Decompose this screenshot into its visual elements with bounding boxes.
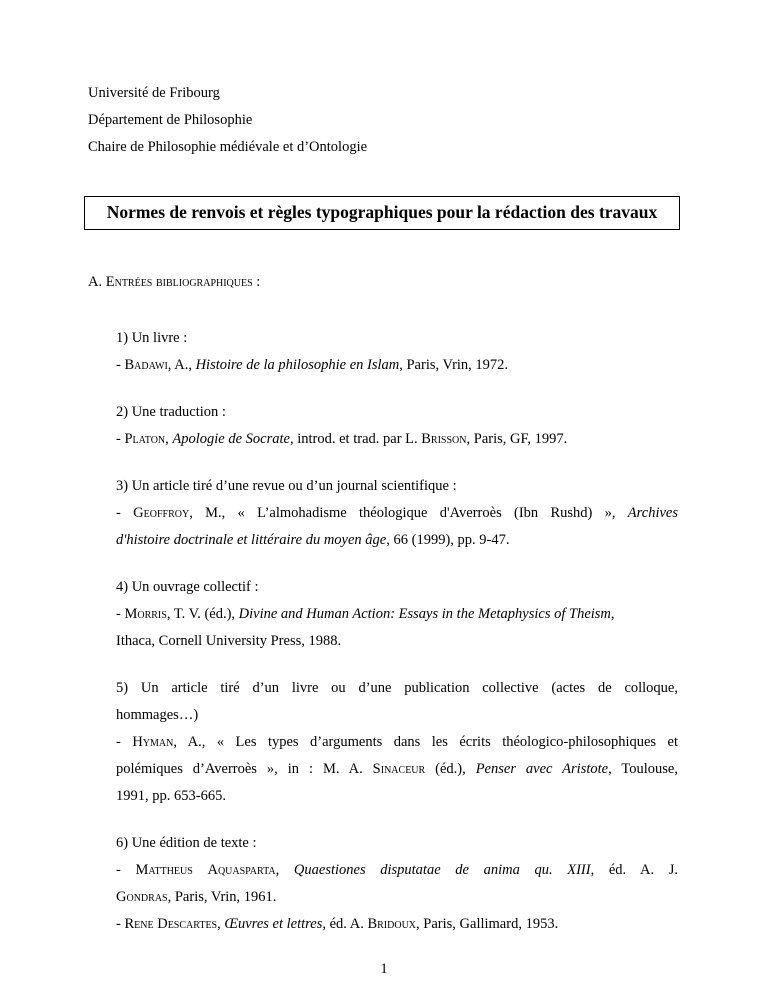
university-name: Université de Fribourg	[88, 85, 220, 101]
entry-3-label: 3) Un article tiré d’une revue ou d’un journal scientifique :	[116, 478, 457, 494]
entry-6b-citation: - Rene Descartes, Œuvres et lettres, éd. A. Bridoux, Paris, Gallimard, 1953.	[116, 916, 559, 932]
department-name: Département de Philosophie	[88, 112, 253, 128]
entry-6a-citation-line-1: - Mattheus Aquasparta, Quaestiones disputatae de anima qu. XIII, éd. A. J.	[116, 862, 678, 878]
entry-2-citation: - Platon, Apologie de Socrate, introd. et trad. par L. Brisson, Paris, GF, 1997.	[116, 431, 568, 447]
entry-5-citation-line-2: polémiques d’Averroès », in : M. A. Sinaceur (éd.), Penser avec Aristote, Toulouse,	[116, 761, 678, 777]
page-number: 1	[380, 961, 388, 977]
entry-5-label-line-2: hommages…)	[116, 707, 199, 723]
entry-3-citation-line-2: d'histoire doctrinale et littéraire du moyen âge, 66 (1999), pp. 9-47.	[116, 532, 510, 548]
entry-3-citation-line-1: - Geoffroy, M., « L’almohadisme théologique d'Averroès (Ibn Rushd) », Archives	[116, 505, 678, 521]
entry-6a-citation-line-2: Gondras, Paris, Vrin, 1961.	[116, 889, 277, 905]
entry-4-citation-line-1: - Morris, T. V. (éd.), Divine and Human Action: Essays in the Metaphysics of Theism,	[116, 606, 615, 622]
entry-6-label: 6) Une édition de texte :	[116, 835, 257, 851]
entry-1-label: 1) Un livre :	[116, 330, 188, 346]
entry-4-citation-line-2: Ithaca, Cornell University Press, 1988.	[116, 633, 342, 649]
entry-4-label: 4) Un ouvrage collectif :	[116, 579, 259, 595]
section-a-heading: A. Entrées bibliographiques :	[88, 274, 261, 290]
entry-2-label: 2) Une traduction :	[116, 404, 226, 420]
entry-5-citation-line-3: 1991, pp. 653-665.	[116, 788, 226, 804]
document-title: Normes de renvois et règles typographiques pour la rédaction des travaux	[84, 196, 680, 230]
entry-5-label-line-1: 5) Un article tiré d’un livre ou d’une publication collective (actes de colloque,	[116, 680, 678, 696]
entry-1-citation: - Badawi, A., Histoire de la philosophie en Islam, Paris, Vrin, 1972.	[116, 357, 509, 373]
chair-name: Chaire de Philosophie médiévale et d’Ontologie	[88, 139, 368, 155]
entry-5-citation-line-1: - Hyman, A., « Les types d’arguments dans les écrits théologico-philosophiques et	[116, 734, 678, 750]
